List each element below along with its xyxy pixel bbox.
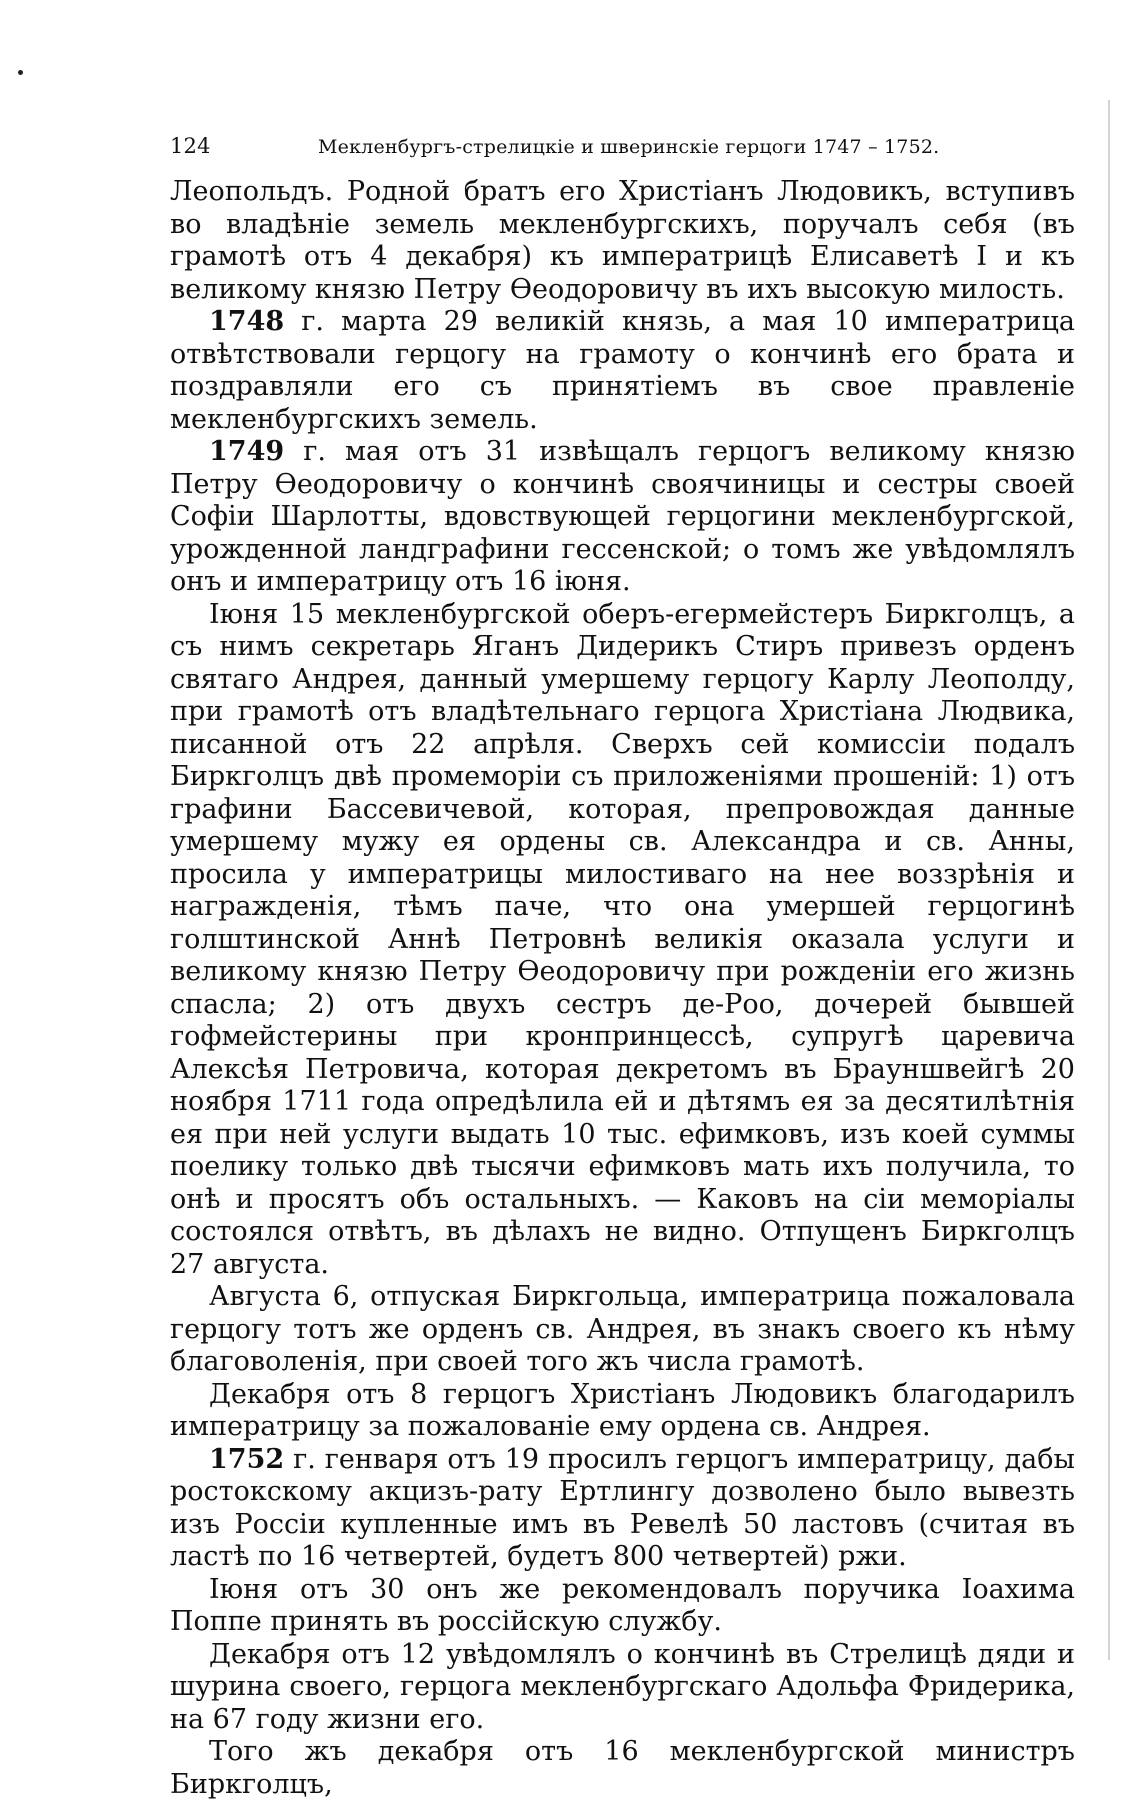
- paragraph-text: Декабря отъ 12 увѣдомлялъ о кончинѣ въ Стрелицѣ дяди и шурина своего, герцога мекленбургскаго Адольфа Фридерика, на 67 году жизни его.: [170, 1638, 1075, 1735]
- page-edge-line: [1108, 100, 1110, 1660]
- paragraph-text: г. мая отъ 31 извѣщалъ герцогъ великому князю Петру Ѳеодоровичу о кончинѣ своячиницы и сестры своей Софіи Шарлотты, вдовствующей герцогини мекленбургской, урожденной ландграфини гессенской; о томъ же увѣдомлялъ онъ и императрицу отъ 16 іюня.: [170, 436, 1075, 597]
- paragraph-text: Того жъ декабря отъ 16 мекленбургской министръ Биркголцъ,: [170, 1736, 1075, 1800]
- paragraph: [170, 1736, 1075, 1801]
- page-speck: [18, 70, 23, 75]
- paragraph: [170, 1379, 1075, 1444]
- paragraph-year: 1748: [209, 306, 285, 337]
- paragraph: [170, 1444, 1075, 1574]
- paragraph: [170, 306, 1075, 436]
- paragraph-year: 1749: [209, 436, 285, 467]
- paragraph-text: г. генваря отъ 19 просилъ герцогъ императрицу, дабы ростокскому акцизъ-рату Ертлингу дозволено было вывезть изъ Россіи купленные имъ въ Ревелѣ 50 ластовъ (считая въ ластѣ по 16 четвертей, будетъ 800 четвертей) ржи.: [170, 1443, 1075, 1572]
- paragraph-text: Декабря отъ 8 герцогъ Христіанъ Людовикъ благодарилъ императрицу за пожалованіе ему ордена св. Андрея.: [170, 1378, 1075, 1442]
- paragraph: [170, 1281, 1075, 1379]
- running-title: Мекленбургъ-стрелицкіе и шверинскіе герцоги 1747 – 1752.: [318, 136, 940, 158]
- paragraph: [170, 176, 1075, 306]
- paragraph: [170, 1574, 1075, 1639]
- paragraph: [170, 599, 1075, 1282]
- paragraph-text: г. марта 29 великій князь, а мая 10 императрица отвѣтствовали герцогу на грамоту о кончинѣ его брата и поздравляли его съ принятіемъ въ свое правленіе мекленбургскихъ земель.: [170, 306, 1075, 435]
- page-number: 124: [170, 134, 211, 158]
- paragraph: [170, 436, 1075, 599]
- paragraph: [170, 1639, 1075, 1737]
- paragraph-year: 1752: [209, 1443, 285, 1475]
- paragraph-text: Іюня отъ 30 онъ же рекомендовалъ поручика Іоахима Поппе принять въ россійскую службу.: [170, 1573, 1075, 1637]
- paragraph-text: Леопольдъ. Родной братъ его Христіанъ Людовикъ, вступивъ во владѣніе земель мекленбургскихъ, поручалъ себя (въ грамотѣ отъ 4 декабря) къ императрицѣ Елисаветѣ I и къ великому князю Петру Ѳеодоровичу въ ихъ высокую милость.: [170, 176, 1075, 305]
- paragraph-text: Іюня 15 мекленбургской оберъ-егермейстеръ Биркголцъ, а съ нимъ секретарь Яганъ Дидерикъ Стиръ привезъ орденъ святаго Андрея, данный умершему герцогу Карлу Леополду, при грамотѣ отъ владѣтельнаго герцога Христіана Людвика, писанной отъ 22 апрѣля. Сверхъ сей комиссіи подалъ Биркголцъ двѣ промеморіи съ приложеніями прошеній: 1) отъ графини Бассевичевой, которая, препровождая данные умершему мужу ея ордены св. Александра и св. Анны, просила у императрицы милостиваго на нее воззрѣнія и награжденія, тѣмъ паче, что она умершей герцогинѣ голштинской Аннѣ Петровнѣ великія оказала услуги и великому князю Петру Ѳеодоровичу при рожденіи его жизнь спасла; 2) отъ двухъ сестръ де-Роо, дочерей бывшей гофмейстерины при кронпринцессѣ, супругѣ царевича Алексѣя Петровича, которая декретомъ въ Брауншвейгѣ 20 ноября 1711 года опредѣлила ей и дѣтямъ ея за десятилѣтнія ея при ней услуги выдать 10 тыс. ефимковъ, изъ коей суммы поелику только двѣ тысячи ефимковъ мать ихъ получила, то онѣ и просятъ объ остальныхъ. — Каковъ на сіи меморіалы состоялся отвѣтъ, въ дѣлахъ не видно. Отпущенъ Биркголцъ 27 августа.: [170, 598, 1075, 1280]
- paragraph-text: Августа 6, отпуская Биркгольца, императрица пожаловала герцогу тотъ же орденъ св. Андрея, въ знакъ своего къ нѣму благоволенія, при своей того жъ числа грамотѣ.: [170, 1281, 1075, 1377]
- body-text: [170, 176, 1075, 1801]
